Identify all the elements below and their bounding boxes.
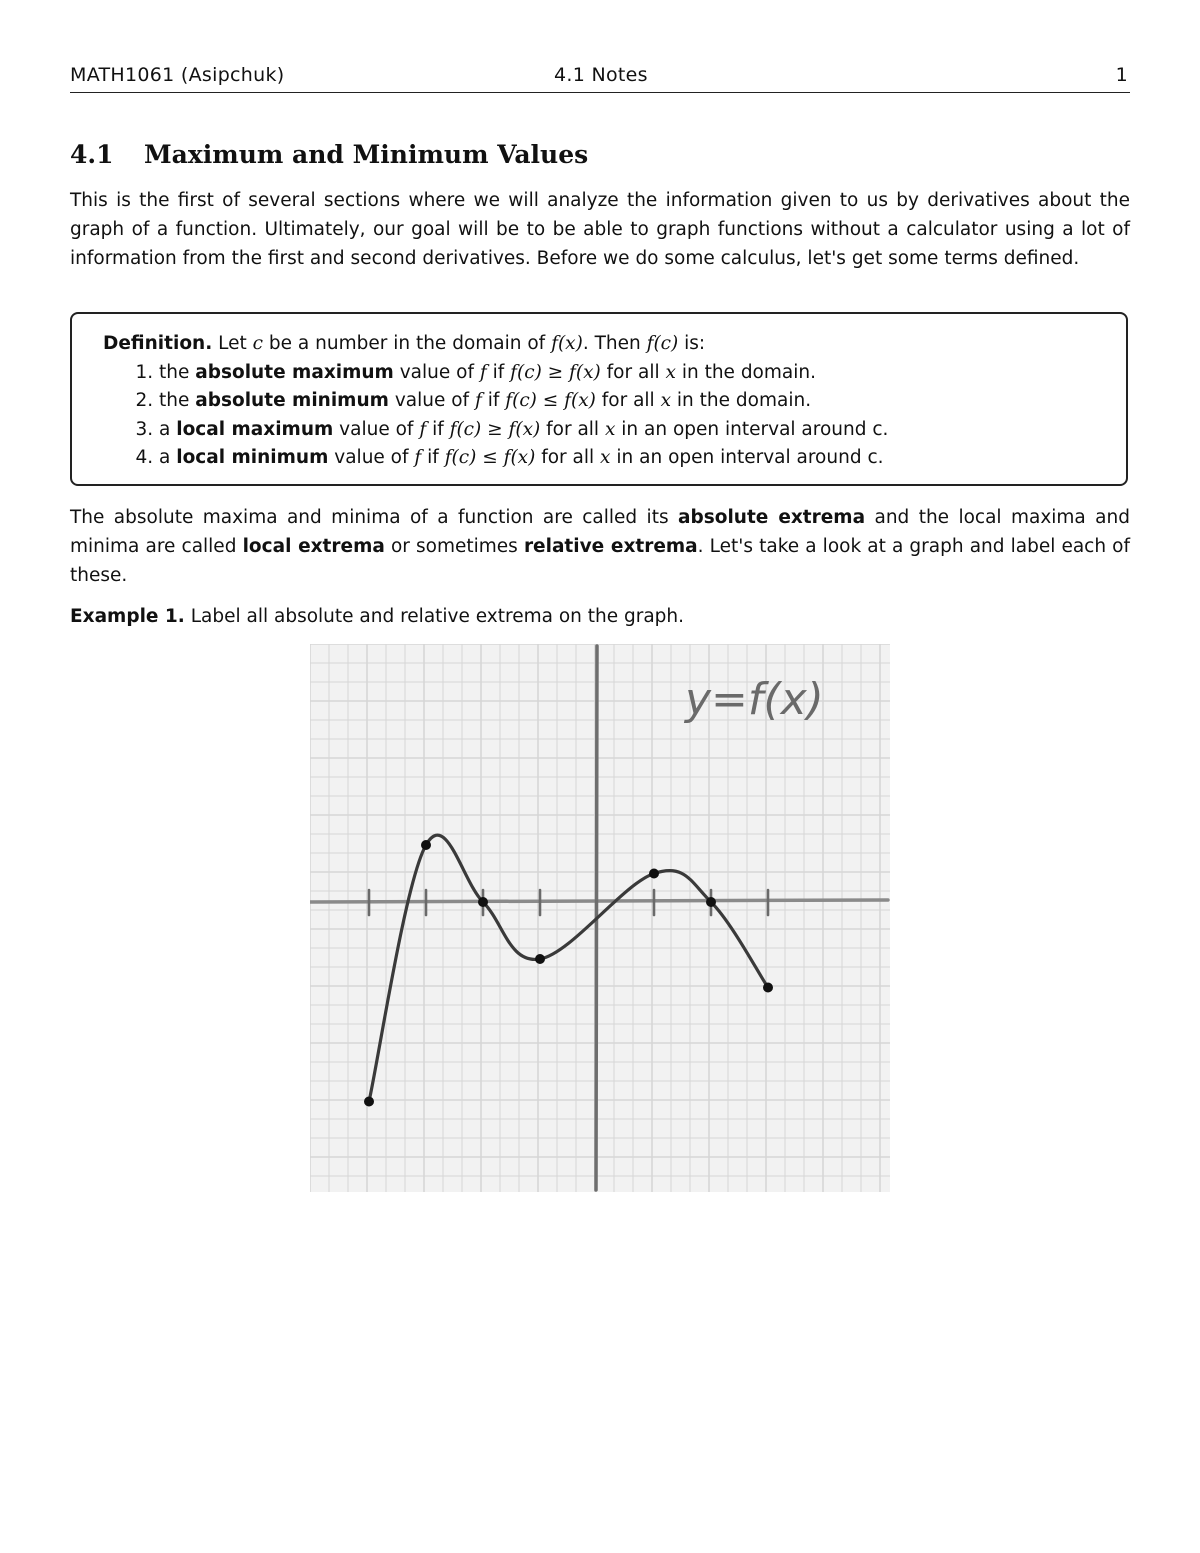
definition-text: is: [684,333,706,354]
math-f: f [479,361,487,383]
item-text: value of [399,361,474,383]
term-absolute-extrema: absolute extrema [678,507,866,528]
definition-item [159,444,888,473]
item-text: the [159,361,190,383]
paragraph-text: The absolute maxima and minima of a function are called its [70,507,669,528]
math-x: x [604,418,616,440]
item-text: a [159,447,171,468]
item-term: absolute minimum [195,390,389,411]
math-fx: f(x) [551,333,583,354]
definition-item [159,359,888,388]
page-header [70,62,1130,93]
example-text: Label all absolute and relative extrema on the graph. [190,606,685,627]
item-text: for all [606,361,660,383]
section-title: Maximum and Minimum Values [144,140,589,169]
item-text: the [159,390,190,411]
example-label: Example 1. [70,606,185,627]
math-x: x [660,390,672,411]
math-f: f [419,418,427,440]
item-text: in an open interval around c. [616,447,884,468]
key-point-dot [763,983,773,993]
key-point-dot [535,954,545,964]
item-term: local maximum [176,418,334,440]
page-number: 1 [1115,64,1128,86]
definition-item [159,387,888,416]
definition-text: Let [218,333,247,354]
item-text: for all [546,418,600,440]
section-heading [70,140,588,169]
math-c: c [252,333,264,354]
key-point-dot [364,1097,374,1107]
definition-text: be a number in the domain of [268,333,546,354]
math-condition: f(c) ≥ f(x) [510,361,601,383]
function-graph [310,644,890,1192]
paragraph-text: or sometimes [390,536,518,557]
math-condition: f(c) ≥ f(x) [449,418,541,440]
item-text: value of [339,418,414,440]
math-fc: f(c) [646,333,679,354]
item-text: if [432,418,444,440]
definition-item [159,416,888,445]
item-text: value of [334,447,409,468]
graph-paper [310,644,890,1192]
item-text: if [427,447,439,468]
item-text: value of [394,390,470,411]
math-x: x [665,361,676,383]
math-f: f [414,447,422,468]
math-condition: f(c) ≤ f(x) [505,390,596,411]
item-term: local minimum [176,447,329,468]
item-text: if [492,361,505,383]
header-course: MATH1061 (Asipchuk) [70,64,285,86]
definition-label: Definition. [103,333,213,354]
definition-box [70,312,1128,486]
key-point-dot [649,869,659,879]
key-point-dot [421,840,431,850]
handwritten-label: y=f(x) [685,674,824,725]
item-text: for all [601,390,655,411]
item-text: in the domain. [681,361,816,383]
example-1 [70,602,684,631]
section-number: 4.1 [70,140,114,169]
math-x: x [600,447,611,468]
definition-list [103,359,888,473]
paragraph-text: and the local maxima and minima are called [70,507,1130,557]
term-relative-extrema: relative extrema [523,536,698,557]
item-text: if [487,390,500,411]
extrema-paragraph [70,503,1130,590]
key-point-dot [478,897,488,907]
item-text: in an open interval around c. [621,418,889,440]
intro-paragraph: This is the first of several sections where we will analyze the information given to us by derivatives about the graph of a function. Ultimately, our goal will be to be able to graph functions without a calculator using a lot of information from the first and second derivatives. Before we do some calculus, let's get some terms defined. [70,190,1130,269]
math-condition: f(c) ≤ f(x) [444,447,536,468]
definition-text: . Then [582,333,641,354]
item-term: absolute maximum [195,361,394,383]
term-local-extrema: local extrema [242,536,385,557]
key-point-dot [706,897,716,907]
x-axis [310,900,888,902]
item-text: for all [541,447,595,468]
paragraph-text: . Let's take a look at a graph and label each of these. [70,536,1131,586]
item-text: a [159,418,171,440]
header-title: 4.1 Notes [554,64,648,86]
definition-lead [103,330,888,359]
math-f: f [474,390,482,411]
item-text: in the domain. [676,390,812,411]
